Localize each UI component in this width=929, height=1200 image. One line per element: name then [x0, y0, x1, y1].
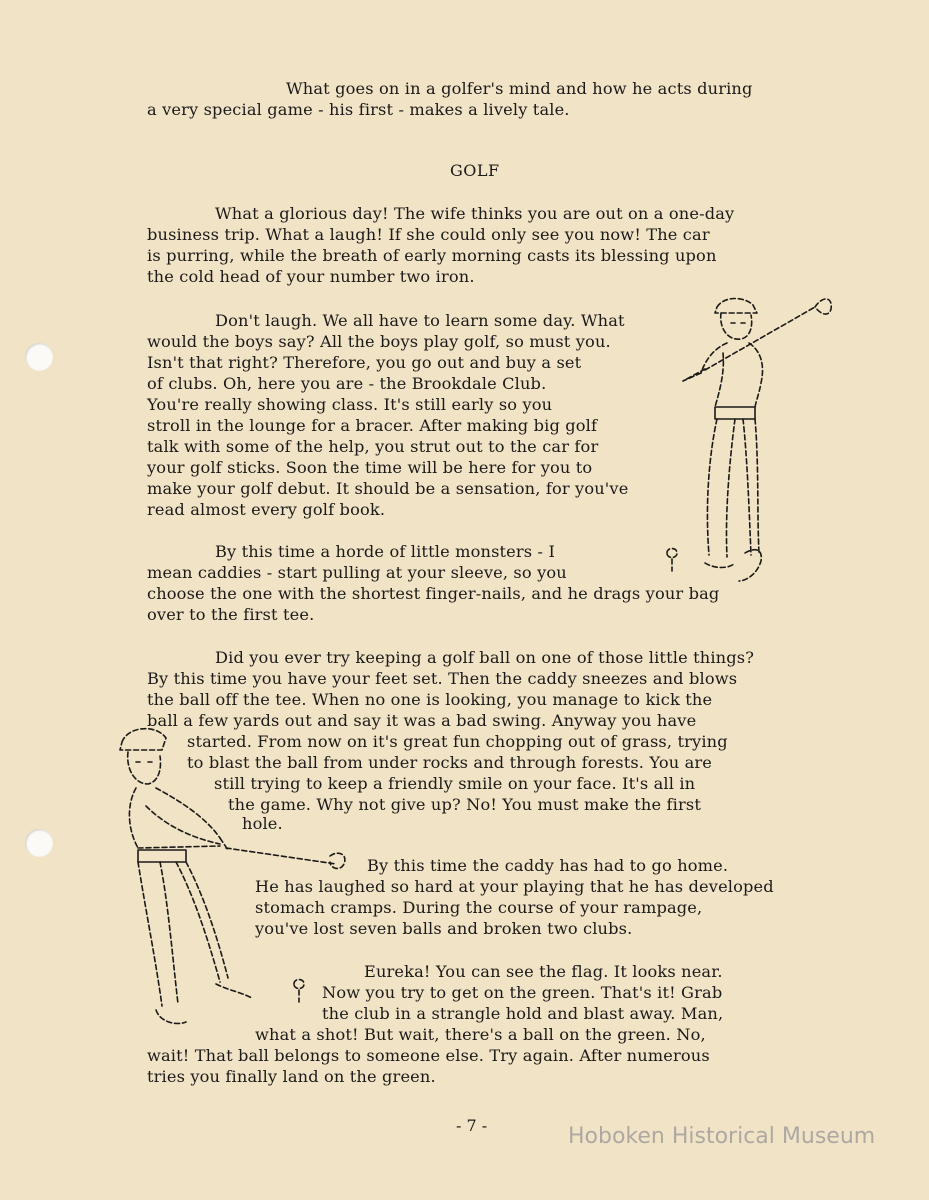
text-line: started. From now on it's great fun chopping out of grass, trying [187, 732, 728, 751]
text-line: business trip. What a laugh! If she could only see you now! The car [147, 225, 710, 244]
text-line: you've lost seven balls and broken two clubs. [255, 919, 633, 938]
text-line: talk with some of the help, you strut out to the car for [147, 437, 599, 456]
text-line: of clubs. Oh, here you are - the Brookdale Club. [147, 374, 547, 393]
text-line: the cold head of your number two iron. [147, 267, 475, 286]
text-line: wait! That ball belongs to someone else. Try again. After numerous [147, 1046, 710, 1065]
watermark: Hoboken Historical Museum [568, 1124, 876, 1149]
text-line: tries you finally land on the green. [147, 1067, 436, 1086]
page-number: - 7 - [456, 1116, 488, 1135]
intro-line: a very special game - his first - makes a lively tale. [147, 100, 570, 119]
binder-hole-top [25, 343, 53, 371]
text-line: is purring, while the breath of early morning casts its blessing upon [147, 246, 717, 265]
text-line: the ball off the tee. When no one is looking, you manage to kick the [147, 690, 713, 709]
text-line: Isn't that right? Therefore, you go out and buy a set [147, 353, 582, 372]
binder-hole-bottom [25, 829, 53, 857]
text-line: stomach cramps. During the course of your rampage, [255, 898, 703, 917]
text-line: By this time the caddy has had to go home. [367, 856, 729, 875]
text-line: read almost every golf book. [147, 500, 386, 519]
text-line: ball a few yards out and say it was a bad swing. Anyway you have [147, 711, 697, 730]
text-line: What a glorious day! The wife thinks you are out on a one-day [215, 204, 735, 223]
text-line: stroll in the lounge for a bracer. After making big golf [147, 416, 598, 435]
text-line: over to the first tee. [147, 605, 315, 624]
text-line: By this time a horde of little monsters - I [215, 542, 556, 561]
text-line: Did you ever try keeping a golf ball on one of those little things? [215, 648, 755, 667]
text-line: what a shot! But wait, there's a ball on the green. No, [255, 1025, 706, 1044]
text-line: He has laughed so hard at your playing that he has developed [255, 877, 774, 896]
text-line: By this time you have your feet set. Then the caddy sneezes and blows [147, 669, 738, 688]
text-line: would the boys say? All the boys play golf, so must you. [147, 332, 611, 351]
text-line: Now you try to get on the green. That's it! Grab [322, 983, 723, 1002]
text-line: mean caddies - start pulling at your sleeve, so you [147, 563, 567, 582]
text-line: You're really showing class. It's still early so you [147, 395, 553, 414]
text-line: to blast the ball from under rocks and through forests. You are [187, 753, 713, 772]
text-line: the game. Why not give up? No! You must make the first [228, 795, 701, 814]
text-line: your golf sticks. Soon the time will be here for you to [147, 458, 593, 477]
text-line: choose the one with the shortest finger-nails, and he drags your bag [147, 584, 720, 603]
text-line: the club in a strangle hold and blast away. Man, [322, 1004, 724, 1023]
text-line: make your golf debut. It should be a sensation, for you've [147, 479, 629, 498]
text-line: Don't laugh. We all have to learn some day. What [215, 311, 625, 330]
text-line: Eureka! You can see the flag. It looks near. [364, 962, 723, 981]
text-line: hole. [242, 814, 283, 833]
golfer-chopping-icon [116, 722, 356, 1032]
golfer-swinging-icon [665, 285, 835, 590]
text-line: still trying to keep a friendly smile on your face. It's all in [214, 774, 696, 793]
intro-line: What goes on in a golfer's mind and how he acts during [286, 79, 753, 98]
story-title: GOLF [450, 161, 500, 180]
